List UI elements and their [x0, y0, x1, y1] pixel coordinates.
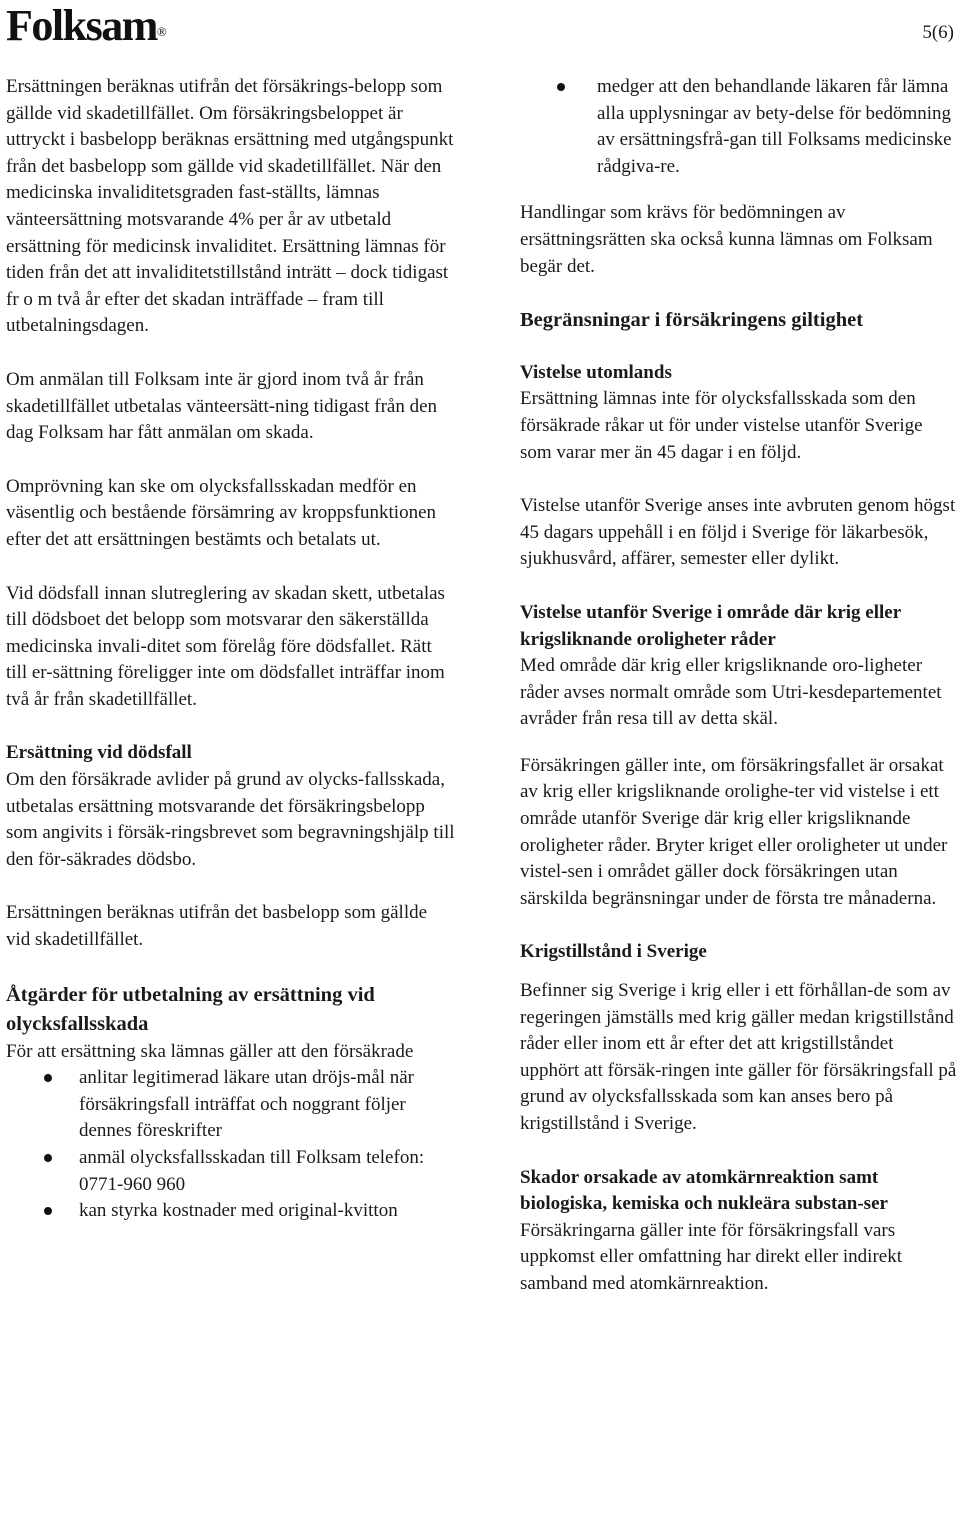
war-sweden-text: Befinner sig Sverige i krig eller i ett förhållan-de som av regeringen jämställs med krig gäller medan krigstillstånd råder eller inom ett år efter det att krigstillståndet upphört att försäk-ringen inte gäller för försäkringsfall på grund av olycksfallsskada som kan anses bero på krigstillstånd i Sverige. — [520, 980, 957, 1134]
nuclear-text: Försäkringarna gäller inte för försäkringsfall vars uppkomst eller omfattning har direkt eller indirekt samband med atomkärnreaktion. — [520, 1219, 903, 1294]
notification-paragraph: Om anmälan till Folksam inte är gjord inom två år från skadetillfället utbetalas vänteersätt-ning tidigast från den dag Folksam har fått anmälan om skada. — [6, 368, 438, 444]
reassessment-paragraph: Omprövning kan ske om olycksfallsskadan medför en väsentlig och bestående försämring av kroppsfunktionen efter det att ersättningen bestämts och betalats ut. — [6, 475, 437, 550]
section-war-sweden — [520, 939, 957, 1137]
nuclear-heading: Skador orsakade av atomkärnreaktion samt biologiska, kemiska och nukleära substan-ser — [520, 1166, 888, 1215]
actions-intro: För att ersättning ska lämnas gäller att den försäkrade — [6, 1040, 414, 1062]
actions-list-continued — [520, 74, 957, 180]
base-amount-paragraph: Ersättningen beräknas utifrån det basbelopp som gällde vid skadetillfället. — [6, 902, 428, 951]
war-sweden-heading: Krigstillstånd i Sverige — [520, 941, 707, 963]
war-area-text: Med område där krig eller krigsliknande oro-ligheter råder avses normalt område som Utri-kesdepartementet avråder från resa till av detta skäl. — [520, 655, 942, 730]
war-area-text-continued: Försäkringen gäller inte, om försäkringsfallet är orsakat av krig eller krigsliknande orolighe-ter vid vistelse i ett område utanför Sverige där krig eller krigsliknande oroligheter råder. Bryter kriget eller oroligheter ut under vistel-sen i området gäller dock försäkringen utan särskilda begränsningar under de första tre månaderna. — [520, 754, 948, 909]
war-area-heading: Vistelse utanför Sverige i område där krig eller krigsliknande oroligheter råder — [520, 601, 901, 650]
section-nuclear — [520, 1165, 957, 1298]
registered-mark: ® — [156, 24, 167, 39]
death-before-settlement-paragraph: Vid dödsfall innan slutreglering av skadan skett, utbetalas till dödsboet det belopp som motsvarar den säkerställda medicinska invali-ditet som förelåg före dödsfallet. Rätt till er-sättning föreligger inte om dödsfallet inträffar inom två år från skadetillfället. — [6, 582, 445, 710]
death-heading: Ersättning vid dödsfall — [6, 742, 192, 764]
actions-list — [6, 1065, 456, 1225]
section-abroad — [520, 360, 957, 573]
actions-heading: Åtgärder för utbetalning av ersättning vid olycksfallsskada — [6, 983, 375, 1035]
right-column — [520, 74, 957, 1325]
limitations-heading: Begränsningar i försäkringens giltighet — [520, 309, 864, 332]
folksam-logo — [6, 2, 167, 50]
list-item: anmäl olycksfallsskadan till Folksam telefon: 0771-960 960 — [6, 1145, 456, 1198]
section-payment-actions — [6, 981, 456, 1225]
abroad-heading: Vistelse utomlands — [520, 361, 672, 383]
logo-text: Folksam — [6, 1, 157, 50]
section-war-area — [520, 600, 957, 913]
abroad-text: Ersättning lämnas inte för olycksfallsskada som den försäkrade råkar ut för under vistelse utanför Sverige som varar mer än 45 dagar i en följd. — [520, 388, 923, 463]
list-item: anlitar legitimerad läkare utan dröjs-mål när försäkringsfall inträffat och noggrant följer dennes föreskrifter — [6, 1065, 456, 1145]
section-death-compensation — [6, 740, 456, 873]
left-column — [6, 74, 456, 1225]
calculation-paragraph: Ersättningen beräknas utifrån det försäkrings-belopp som gällde vid skadetillfället. Om försäkringsbeloppet är uttryckt i basbelopp beräknas ersättning med utgångspunkt från det basbelopp som gällde vid skadetillfället. När den medicinska invaliditetsgraden fast-ställts, lämnas vänteersättning motsvarande 4% per år av utbetald ersättning för medicinsk invaliditet. Ersättning lämnas för tiden från det att invaliditetstillstånd inträtt – dock tidigast fr o m två år efter det skadan inträffade – fram till utbetalningsdagen. — [6, 76, 454, 337]
abroad-text-continued: Vistelse utanför Sverige anses inte avbruten genom högst 45 dagars uppehåll i en följd i Sverige för läkarbesök, sjukhusvård, affärer, semester eller dylikt. — [520, 495, 956, 570]
page-number: 5(6) — [922, 22, 954, 43]
documents-paragraph: Handlingar som krävs för bedömningen av ersättningsrätten ska också kunna lämnas om Folksam begär det. — [520, 202, 933, 277]
death-text: Om den försäkrade avlider på grund av olycks-fallsskada, utbetalas ersättning motsvarande det försäkringsbelopp som angivits i försäk-ringsbrevet som begravningshjälp till den för-säkrades dödsbo. — [6, 769, 455, 870]
list-item: medger att den behandlande läkaren får lämna alla upplysningar av bety-delse för bedömning av ersättningsfrå-gan till Folksams medicinske rådgiva-re. — [520, 74, 957, 180]
list-item: kan styrka kostnader med original-kvitton — [6, 1198, 456, 1225]
